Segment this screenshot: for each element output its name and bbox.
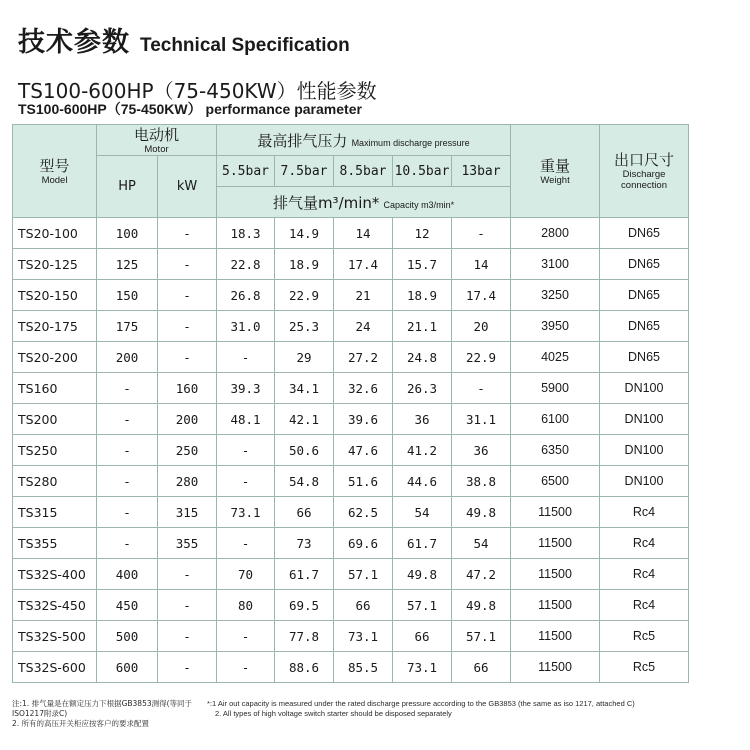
footnote-english xyxy=(207,699,747,719)
cell-cap-7-5bar: 25.3 xyxy=(275,311,334,342)
cell-cap-5-5bar: - xyxy=(217,652,275,683)
spec-table-header xyxy=(13,125,689,218)
cell-hp: - xyxy=(97,466,158,497)
cell-cap-13bar: 66 xyxy=(452,652,511,683)
cell-model: TS32S-600 xyxy=(13,652,97,683)
cell-weight: 11500 xyxy=(511,559,600,590)
cell-hp: - xyxy=(97,404,158,435)
cell-hp: 500 xyxy=(97,621,158,652)
capacity-header-cn: 排气量m³/min* xyxy=(272,193,380,212)
kw-header: kW xyxy=(158,156,217,218)
cell-outlet: DN65 xyxy=(600,311,689,342)
cell-weight: 11500 xyxy=(511,497,600,528)
cell-outlet: DN100 xyxy=(600,435,689,466)
cell-outlet: DN100 xyxy=(600,404,689,435)
cell-outlet: Rc4 xyxy=(600,528,689,559)
cell-outlet: DN65 xyxy=(600,218,689,249)
cell-hp: 175 xyxy=(97,311,158,342)
cell-model: TS20-150 xyxy=(13,280,97,311)
outlet-header xyxy=(600,125,689,218)
cell-model: TS32S-400 xyxy=(13,559,97,590)
weight-header xyxy=(511,125,600,218)
cell-cap-7-5bar: 34.1 xyxy=(275,373,334,404)
cell-kw: 250 xyxy=(158,435,217,466)
cell-cap-8-5bar: 66 xyxy=(334,590,393,621)
pressure-13bar: 13bar xyxy=(452,156,511,187)
cell-cap-8-5bar: 39.6 xyxy=(334,404,393,435)
cell-cap-7-5bar: 54.8 xyxy=(275,466,334,497)
cell-weight: 11500 xyxy=(511,528,600,559)
cell-weight: 2800 xyxy=(511,218,600,249)
cell-cap-5-5bar: 73.1 xyxy=(217,497,275,528)
cell-hp: 200 xyxy=(97,342,158,373)
cell-cap-13bar: 31.1 xyxy=(452,404,511,435)
pressure-7-5bar: 7.5bar xyxy=(275,156,334,187)
cell-cap-10-5bar: 41.2 xyxy=(393,435,452,466)
cell-model: TS280 xyxy=(13,466,97,497)
table-row xyxy=(13,590,689,621)
cell-outlet: Rc4 xyxy=(600,590,689,621)
cell-outlet: DN100 xyxy=(600,373,689,404)
cell-model: TS20-100 xyxy=(13,218,97,249)
cell-cap-7-5bar: 69.5 xyxy=(275,590,334,621)
table-row xyxy=(13,311,689,342)
outlet-header-en-1: Discharge xyxy=(622,169,666,180)
cell-cap-8-5bar: 73.1 xyxy=(334,621,393,652)
cell-cap-5-5bar: 26.8 xyxy=(217,280,275,311)
cell-weight: 3100 xyxy=(511,249,600,280)
cell-cap-8-5bar: 69.6 xyxy=(334,528,393,559)
model-header-cn: 型号 xyxy=(39,156,70,175)
cell-hp: 100 xyxy=(97,218,158,249)
cell-kw: - xyxy=(158,590,217,621)
cell-outlet: Rc5 xyxy=(600,652,689,683)
footnote-en-1: *:1 Air out capacity is measured under the rated discharge pressure according to the GB3853 (the same as iso 1217, attached C) xyxy=(207,699,635,708)
cell-cap-7-5bar: 14.9 xyxy=(275,218,334,249)
cell-cap-7-5bar: 42.1 xyxy=(275,404,334,435)
subtitle-english: TS100-600HP（75-450KW） performance parameter xyxy=(18,101,362,117)
cell-cap-13bar: - xyxy=(452,373,511,404)
table-row xyxy=(13,497,689,528)
cell-cap-7-5bar: 50.6 xyxy=(275,435,334,466)
cell-cap-8-5bar: 27.2 xyxy=(334,342,393,373)
footnote-en-2: 2. All types of high voltage switch starter should be disposed separately xyxy=(215,709,452,718)
table-row xyxy=(13,342,689,373)
cell-kw: - xyxy=(158,280,217,311)
cell-model: TS20-200 xyxy=(13,342,97,373)
title-chinese: 技术参数 xyxy=(18,27,130,58)
cell-cap-10-5bar: 49.8 xyxy=(393,559,452,590)
cell-cap-13bar: 14 xyxy=(452,249,511,280)
motor-header-en: Motor xyxy=(144,143,169,155)
cell-cap-5-5bar: - xyxy=(217,342,275,373)
cell-hp: - xyxy=(97,528,158,559)
cell-cap-13bar: - xyxy=(452,218,511,249)
cell-cap-5-5bar: 48.1 xyxy=(217,404,275,435)
cell-outlet: DN65 xyxy=(600,280,689,311)
cell-cap-10-5bar: 54 xyxy=(393,497,452,528)
cell-hp: 150 xyxy=(97,280,158,311)
table-row xyxy=(13,280,689,311)
pressure-header-cn: 最高排气压力 xyxy=(257,131,348,150)
cell-cap-10-5bar: 15.7 xyxy=(393,249,452,280)
pressure-5-5bar: 5.5bar xyxy=(217,156,275,187)
cell-weight: 11500 xyxy=(511,652,600,683)
cell-model: TS160 xyxy=(13,373,97,404)
cell-outlet: DN65 xyxy=(600,342,689,373)
cell-cap-5-5bar: - xyxy=(217,621,275,652)
cell-cap-13bar: 20 xyxy=(452,311,511,342)
cell-cap-8-5bar: 24 xyxy=(334,311,393,342)
cell-model: TS315 xyxy=(13,497,97,528)
cell-cap-8-5bar: 32.6 xyxy=(334,373,393,404)
pressure-10-5bar: 10.5bar xyxy=(393,156,452,187)
hp-header: HP xyxy=(97,156,158,218)
cell-model: TS355 xyxy=(13,528,97,559)
cell-cap-5-5bar: - xyxy=(217,528,275,559)
table-row xyxy=(13,218,689,249)
cell-weight: 4025 xyxy=(511,342,600,373)
cell-cap-13bar: 57.1 xyxy=(452,621,511,652)
footnote-chinese xyxy=(12,699,202,729)
cell-model: TS200 xyxy=(13,404,97,435)
cell-hp: - xyxy=(97,435,158,466)
subtitle-chinese: TS100-600HP（75-450KW）性能参数 xyxy=(18,79,377,103)
cell-cap-10-5bar: 26.3 xyxy=(393,373,452,404)
cell-cap-8-5bar: 47.6 xyxy=(334,435,393,466)
cell-cap-7-5bar: 22.9 xyxy=(275,280,334,311)
cell-weight: 3250 xyxy=(511,280,600,311)
cell-outlet: Rc4 xyxy=(600,497,689,528)
cell-kw: 200 xyxy=(158,404,217,435)
capacity-header xyxy=(217,187,511,218)
motor-header-cn: 电动机 xyxy=(134,125,180,144)
cell-cap-7-5bar: 77.8 xyxy=(275,621,334,652)
cell-cap-10-5bar: 73.1 xyxy=(393,652,452,683)
cell-kw: - xyxy=(158,311,217,342)
cell-cap-10-5bar: 18.9 xyxy=(393,280,452,311)
cell-kw: 160 xyxy=(158,373,217,404)
capacity-header-en: Capacity m3/min* xyxy=(383,199,455,210)
cell-hp: 125 xyxy=(97,249,158,280)
cell-kw: - xyxy=(158,218,217,249)
cell-kw: - xyxy=(158,249,217,280)
cell-outlet: DN65 xyxy=(600,249,689,280)
cell-cap-8-5bar: 57.1 xyxy=(334,559,393,590)
cell-outlet: Rc4 xyxy=(600,559,689,590)
cell-cap-5-5bar: 80 xyxy=(217,590,275,621)
cell-model: TS20-125 xyxy=(13,249,97,280)
cell-cap-8-5bar: 21 xyxy=(334,280,393,311)
cell-model: TS32S-450 xyxy=(13,590,97,621)
cell-hp: 600 xyxy=(97,652,158,683)
table-row xyxy=(13,249,689,280)
cell-cap-13bar: 49.8 xyxy=(452,590,511,621)
motor-header xyxy=(97,125,217,156)
cell-cap-7-5bar: 66 xyxy=(275,497,334,528)
pressure-header-en: Maximum discharge pressure xyxy=(351,137,470,148)
cell-weight: 6100 xyxy=(511,404,600,435)
footnote-cn-2: 2. 所有的高压开关柜应按客户的要求配置 xyxy=(12,719,150,728)
cell-kw: 315 xyxy=(158,497,217,528)
cell-kw: - xyxy=(158,621,217,652)
cell-cap-10-5bar: 24.8 xyxy=(393,342,452,373)
cell-weight: 5900 xyxy=(511,373,600,404)
cell-cap-13bar: 36 xyxy=(452,435,511,466)
table-row xyxy=(13,435,689,466)
pressure-8-5bar: 8.5bar xyxy=(334,156,393,187)
cell-cap-7-5bar: 61.7 xyxy=(275,559,334,590)
cell-cap-13bar: 47.2 xyxy=(452,559,511,590)
cell-cap-8-5bar: 85.5 xyxy=(334,652,393,683)
cell-cap-13bar: 17.4 xyxy=(452,280,511,311)
cell-cap-5-5bar: 31.0 xyxy=(217,311,275,342)
footnote-cn-1: 注:1. 排气量是在额定压力下根据GB3853测得(等同于ISO1217附录C) xyxy=(12,699,193,718)
table-row xyxy=(13,466,689,497)
cell-weight: 11500 xyxy=(511,590,600,621)
outlet-header-cn: 出口尺寸 xyxy=(614,151,675,169)
table-row xyxy=(13,621,689,652)
cell-cap-7-5bar: 29 xyxy=(275,342,334,373)
cell-cap-7-5bar: 73 xyxy=(275,528,334,559)
cell-kw: - xyxy=(158,559,217,590)
cell-cap-5-5bar: 18.3 xyxy=(217,218,275,249)
outlet-header-en-2: connection xyxy=(621,180,667,191)
cell-kw: 280 xyxy=(158,466,217,497)
cell-kw: - xyxy=(158,342,217,373)
table-row xyxy=(13,559,689,590)
spec-table-body xyxy=(13,218,689,683)
cell-cap-13bar: 54 xyxy=(452,528,511,559)
cell-cap-8-5bar: 62.5 xyxy=(334,497,393,528)
model-header xyxy=(13,125,97,218)
cell-cap-10-5bar: 44.6 xyxy=(393,466,452,497)
cell-outlet: Rc5 xyxy=(600,621,689,652)
cell-model: TS20-175 xyxy=(13,311,97,342)
cell-cap-5-5bar: - xyxy=(217,466,275,497)
cell-cap-13bar: 22.9 xyxy=(452,342,511,373)
model-header-en: Model xyxy=(41,174,68,186)
table-row xyxy=(13,373,689,404)
cell-weight: 6500 xyxy=(511,466,600,497)
cell-cap-10-5bar: 61.7 xyxy=(393,528,452,559)
cell-hp: - xyxy=(97,497,158,528)
table-row xyxy=(13,528,689,559)
table-row xyxy=(13,652,689,683)
pressure-header xyxy=(217,125,511,156)
cell-kw: 355 xyxy=(158,528,217,559)
cell-cap-10-5bar: 21.1 xyxy=(393,311,452,342)
cell-kw: - xyxy=(158,652,217,683)
cell-cap-5-5bar: 70 xyxy=(217,559,275,590)
cell-cap-5-5bar: - xyxy=(217,435,275,466)
cell-cap-7-5bar: 88.6 xyxy=(275,652,334,683)
cell-outlet: DN100 xyxy=(600,466,689,497)
cell-cap-7-5bar: 18.9 xyxy=(275,249,334,280)
cell-cap-8-5bar: 51.6 xyxy=(334,466,393,497)
cell-weight: 3950 xyxy=(511,311,600,342)
cell-cap-10-5bar: 66 xyxy=(393,621,452,652)
cell-cap-8-5bar: 14 xyxy=(334,218,393,249)
cell-model: TS32S-500 xyxy=(13,621,97,652)
cell-cap-10-5bar: 36 xyxy=(393,404,452,435)
table-row xyxy=(13,404,689,435)
weight-header-cn: 重量 xyxy=(540,156,571,175)
weight-header-en: Weight xyxy=(540,174,570,186)
cell-cap-13bar: 38.8 xyxy=(452,466,511,497)
cell-cap-8-5bar: 17.4 xyxy=(334,249,393,280)
cell-cap-13bar: 49.8 xyxy=(452,497,511,528)
cell-cap-5-5bar: 39.3 xyxy=(217,373,275,404)
cell-weight: 6350 xyxy=(511,435,600,466)
cell-cap-10-5bar: 12 xyxy=(393,218,452,249)
page-header xyxy=(18,20,350,59)
cell-hp: - xyxy=(97,373,158,404)
cell-model: TS250 xyxy=(13,435,97,466)
cell-cap-5-5bar: 22.8 xyxy=(217,249,275,280)
title-english: Technical Specification xyxy=(140,35,350,56)
spec-table xyxy=(12,124,689,683)
cell-hp: 450 xyxy=(97,590,158,621)
cell-hp: 400 xyxy=(97,559,158,590)
cell-weight: 11500 xyxy=(511,621,600,652)
cell-cap-10-5bar: 57.1 xyxy=(393,590,452,621)
